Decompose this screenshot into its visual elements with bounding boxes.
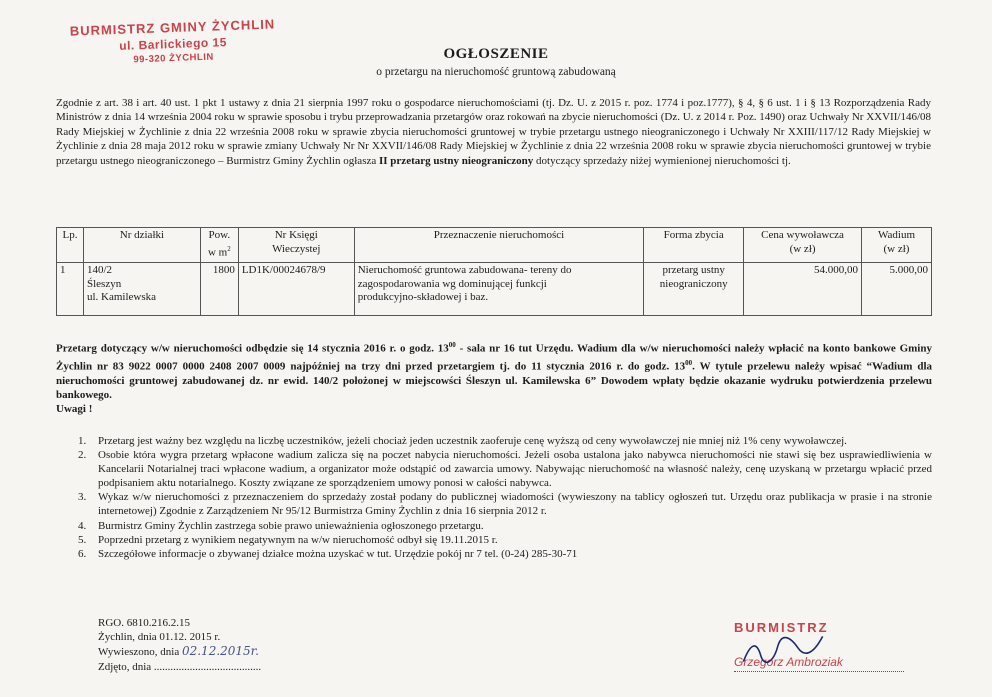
document-footer [98, 616, 498, 674]
stamp-line-3: 99-320 ŻYCHLIN [133, 51, 214, 66]
notes-list [78, 434, 932, 561]
header-lp: Lp. [57, 228, 84, 263]
mayor-name: Grzegorz Ambroziak [734, 655, 843, 669]
cell-plot: 140/2 Śleszyn ul. Kamilewska [83, 263, 200, 316]
header-purpose: Przeznaczenie nieruchomości [354, 228, 643, 263]
stamp-line-1: BURMISTRZ GMINY ŻYCHLIN [69, 16, 276, 39]
header-form: Forma zbycia [644, 228, 744, 263]
header-land-register: Nr Księgi Wieczystej [238, 228, 354, 263]
posted-handwritten-date: 02.12.2015r. [181, 644, 259, 659]
cell-wadium: 5.000,00 [862, 263, 932, 316]
header-price: Cena wywoławcza (w zł) [744, 228, 862, 263]
intro-bold: II przetarg ustny nieograniczony [379, 154, 534, 167]
list-item: 2. Osobie która wygra przetarg wpłacone wadium zalicza się na poczet nabycia nieruchomości. Jeżeli osoba ustalona jako nabywca nieruchomości nie stawi się bez usprawiedliwienia w Kancelarii Notarialnej traci wpłacone wadium, a organizator może odstąpić od zawarcia umowy. Nabywając nieruchomość na własność należy, cenę uzyskaną w przetargu wpłacić przed podpisaniem aktu notarialnego. Koszty związane ze sporządzeniem umowy ponosi w całości nabywca. [78, 449, 932, 490]
cell-form: przetarg ustny nieograniczony [644, 263, 744, 316]
intro-text: Zgodnie z art. 38 i art. 40 ust. 1 pkt 1 ustawy z dnia 21 sierpnia 1997 roku o gospodarce nieruchomościami (tj. Dz. U. z 2015 r. poz. 1774 i poz.1777), § 4, § 6 ust. 1 i § 13 Rozporządzenia Rady Ministrów z dnia 14 września 2004 roku w sprawie sposobu i trybu przeprowadzania przetargów oraz rokowań na zbycie nieruchomości (Dz. U. z 2014 r. Poz. 1490) oraz Uchwały Nr XXVII/146/08 Rady Miejskiej w Żychlinie z dnia 22 września 2008 roku w sprawie zbycia nieruchomości gruntowej w trybie przetargu ustnego nieograniczonego i Uchwały Nr XXIII/117/12 Rady Miejskiej w Żychlinie z dnia 28 maja 2012 roku w sprawie zmiany Uchwały Nr Nr XXVII/146/08 Rady Miejskiej w Żychlinie z dnia 22 września 2008 roku w sprawie zbycia nieruchomości gruntowej w trybie przetargu ustnego nieograniczonego – Burmistrz Gminy Żychlin ogłasza [56, 97, 931, 167]
list-item: 3. Wykaz w/w nieruchomości z przeznaczeniem do sprzedaży został podany do publicznej wiadomości (wywieszony na tablicy ogłoszeń tut. Urzędu oraz publikacja w prasie i na stronie internetowej) Zgodnie z Zarządzeniem Nr 95/12 Burmistrza Gminy Żychlin z dnia 16 sierpnia 2012 r. [78, 491, 932, 518]
mayor-title: BURMISTRZ [734, 620, 829, 635]
property-table [56, 227, 932, 316]
cell-lp: 1 [57, 263, 84, 316]
list-item: 4. Burmistrz Gminy Żychlin zastrzega sobie prawo unieważnienia ogłoszonego przetargu. [78, 519, 484, 532]
reference-number: RGO. 6810.216.2.15 [98, 617, 190, 629]
header-plot: Nr działki [83, 228, 200, 263]
header-area: Pow. w $m^2$ [200, 228, 238, 263]
intro-paragraph [56, 96, 931, 168]
list-item: 5. Poprzedni przetarg z wynikiem negatywnym na w/w nieruchomość odbył się 19.11.2015 r. [78, 533, 498, 546]
cell-price: 54.000,00 [744, 263, 862, 316]
intro-text-end: dotyczący sprzedaży niżej wymienionej nieruchomości tj. [533, 154, 791, 167]
cell-land-register: LD1K/00024678/9 [238, 263, 354, 316]
removed-line: Zdjęto, dnia ....................................... [98, 660, 262, 673]
document-title: OGŁOSZENIE [443, 46, 549, 62]
table-header-row [57, 228, 932, 263]
list-item: 6. Szczegółowe informacje o zbywanej działce można uzyskać w tut. Urzędzie pokój nr 7 tel. (0-24) 285-30-71 [78, 547, 578, 560]
auction-terms: Przetarg dotyczący w/w nieruchomości odbędzie się 14 stycznia 2016 r. o godz. $13^{00}$ - sala nr 16 tut Urzędu. Wadium dla w/w nieruchomości należy wpłacić na konto bankowe Gminy Żychlin nr 83 9022 0007 0000 2408 2007 0009 najpóźniej na trzy dni przed przetargiem tj. do 11 stycznia 2016 r. do godz. $13^{00}$. W tytule przelewu należy wpisać “Wadium dla nieruchomości gruntowej zabudowanej dz. nr ewid. 140/2 położonej w miejscowści Śleszyn ul. Kamilewska 6” Dowodem wpłaty będzie okazanie wydruku potwierdzenia przelewu bankowego. Uwagi ! [56, 341, 932, 416]
stamp-line-2: ul. Barlickiego 15 [118, 35, 228, 53]
document-subtitle: o przetargu na nieruchomość gruntową zabudowaną [376, 66, 616, 78]
signature-line [734, 671, 904, 672]
list-item: 1. Przetarg jest ważny bez względu na liczbę uczestników, jeżeli chociaż jeden uczestnik zaoferuje cenę wyższą od ceny wywoławczej nie mniej niż 1% ceny wywoławczej. [78, 435, 847, 447]
posted-line: Wywieszono, dnia 02.12.2015r. [98, 644, 259, 659]
cell-purpose: Nieruchomość gruntowa zabudowana- tereny do zagospodarowania wg dominującej funkcji produkcyjno-składowej i baz. [354, 263, 643, 316]
place-date: Żychlin, dnia 01.12. 2015 r. [98, 631, 221, 644]
attention-heading: Uwagi ! [56, 403, 93, 416]
header-wadium: Wadium (w zł) [862, 228, 932, 263]
table-row [57, 263, 932, 316]
cell-area: 1800 [200, 263, 238, 316]
